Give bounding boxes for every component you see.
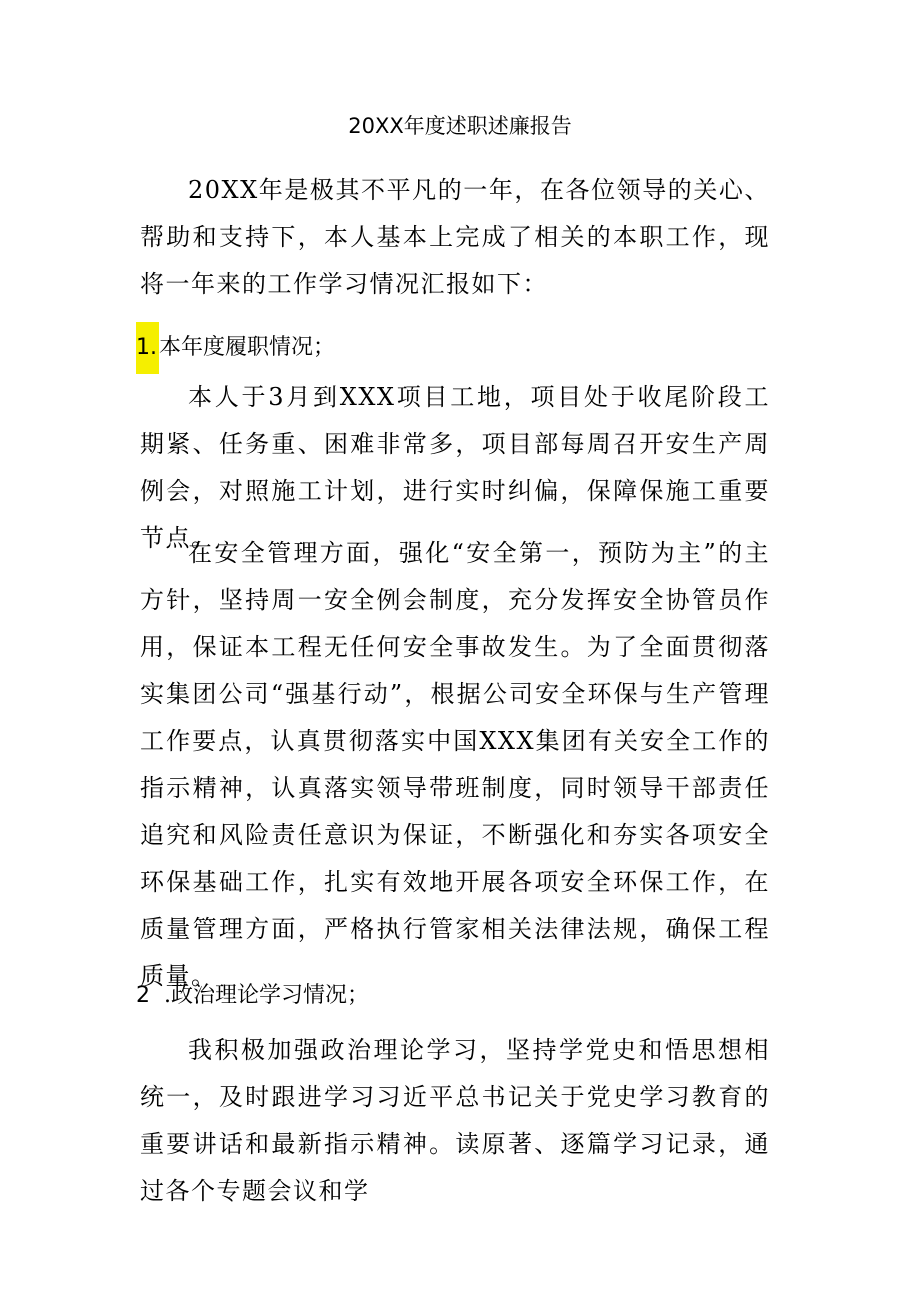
section-1-paragraph-1: 本人于3月到XXX项目工地，项目处于收尾阶段工期紧、任务重、困难非常多，项目部每周召开安生产周例会，对照施工计划，进行实时纠偏，保障保施工重要节点。 xyxy=(140,383,770,552)
section-2-number: 2 xyxy=(136,983,150,1008)
section-1-heading xyxy=(136,322,335,374)
section-1-heading-text: 本年度履职情况； xyxy=(159,335,336,360)
document-title: 20XX年度述职述廉报告 xyxy=(348,114,572,138)
section-2-paragraph-1: 我积极加强政治理论学习，坚持学党史和悟思想相统一，及时跟进学习习近平总书记关于党史学习教育的重要讲话和最新指示精神。读原著、逐篇学习记录，通过各个专题会议和学 xyxy=(140,1036,770,1205)
section-2-heading-text: .政治理论学习情况； xyxy=(164,983,369,1008)
section-2-heading xyxy=(136,976,369,1016)
intro-paragraph: 20XX年是极其不平凡的一年，在各位领导的关心、帮助和支持下，本人基本上完成了相关的本职工作，现将一年来的工作学习情况汇报如下： xyxy=(140,176,770,298)
section-1-number: 1. xyxy=(136,322,159,374)
section-1-paragraph-2: 在安全管理方面，强化“安全第一，预防为主”的主方针，坚持周一安全例会制度，充分发挥安全协管员作用，保证本工程无任何安全事故发生。为了全面贯彻落实集团公司“强基行动”，根据公司安全环保与生产管理工作要点，认真贯彻落实中国XXX集团有关安全工作的指示精神，认真落实领导带班制度，同时领导干部责任追究和风险责任意识为保证，不断强化和夯实各项安全环保基础工作，扎实有效地开展各项安全环保工作，在质量管理方面，严格执行管家相关法律法规，确保工程质量。 xyxy=(140,539,770,990)
